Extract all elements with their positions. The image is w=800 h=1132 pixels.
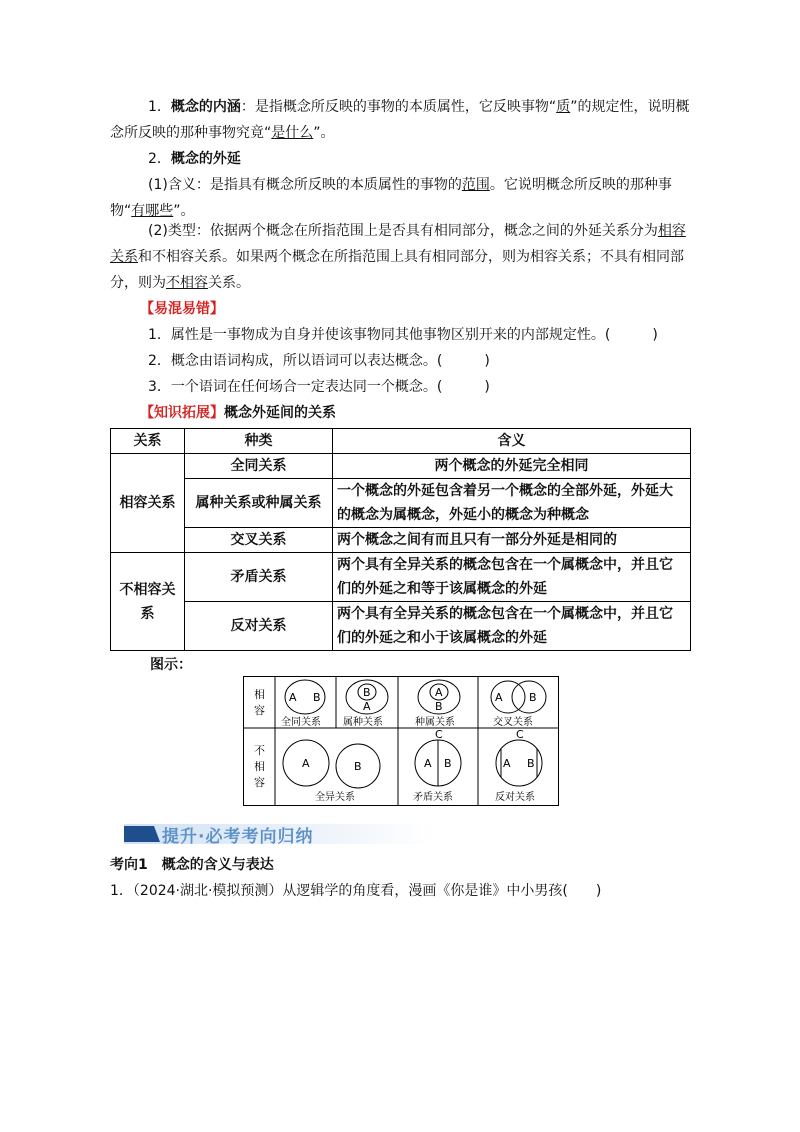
svg-text:B: B bbox=[363, 686, 371, 699]
underlined-answer: 相容关系 bbox=[110, 223, 686, 265]
direction-heading: 考向1 概念的含义与表达 bbox=[110, 857, 274, 873]
row-label: 相 bbox=[254, 688, 265, 701]
caption-species-genus: 种属关系 bbox=[415, 717, 455, 728]
extension-label: 概念的外延 bbox=[170, 151, 241, 167]
svg-text:B: B bbox=[529, 691, 537, 704]
svg-text:A: A bbox=[363, 700, 371, 713]
svg-text:A: A bbox=[495, 691, 503, 704]
row-label: 不 bbox=[254, 744, 265, 757]
table-row: 反对关系 两个具有全异关系的概念包含在一个属概念中，并且它们的外延之和小于该属概念的外延 bbox=[111, 602, 691, 651]
intension-paragraph: 1．概念的内涵：是指概念所反映的事物的本质属性，它反映事物“质”的规定性，说明概念所反映的那种事物究竟“是什么”。 bbox=[110, 99, 690, 141]
venn-diagram bbox=[243, 676, 559, 806]
caption-disjoint: 全异关系 bbox=[315, 792, 355, 803]
knowledge-title: 【知识拓展】概念外延间的关系 bbox=[140, 405, 336, 421]
underlined-answer: 有哪些 bbox=[131, 203, 174, 219]
underlined-answer: 不相容 bbox=[166, 275, 208, 291]
svg-text:A: A bbox=[302, 757, 310, 770]
intension-label: 概念的内涵 bbox=[170, 99, 241, 115]
row-label: 容 bbox=[254, 776, 265, 789]
svg-text:A: A bbox=[503, 757, 511, 770]
extension-meaning: (1)含义：是指具有概念所反映的本质属性的事物的范围。它说明概念所反映的那种事物“有哪些”。 bbox=[110, 177, 672, 219]
svg-text:B: B bbox=[313, 691, 321, 704]
question-1: 1．（2024·湖北·模拟预测）从逻辑学的角度看，漫画《你是谁》中小男孩( ) bbox=[110, 883, 602, 899]
caption-identity: 全同关系 bbox=[281, 717, 321, 728]
svg-text:A: A bbox=[289, 691, 297, 704]
table-row: 不相容关 系 矛盾关系 两个具有全异关系的概念包含在一个属概念中，并且它们的外延之和等于该属概念的外延 bbox=[111, 553, 691, 602]
group-cell: 相容关系 bbox=[111, 454, 185, 553]
underlined-answer: 范围 bbox=[461, 177, 490, 193]
group-cell: 不相容关 系 bbox=[111, 553, 185, 651]
relations-table bbox=[110, 428, 691, 651]
table-row: 属种关系或种属关系 一个概念的外延包含着另一个概念的全部外延，外延大的概念为属概念，外延小的概念为种概念 bbox=[111, 479, 691, 528]
svg-text:B: B bbox=[527, 757, 535, 770]
table-row: 相容关系 全同关系 两个概念的外延完全相同 bbox=[111, 454, 691, 479]
caption-contradiction: 矛盾关系 bbox=[413, 792, 453, 803]
caption-cross: 交叉关系 bbox=[493, 717, 533, 728]
row-label: 相 bbox=[254, 760, 265, 773]
diagram-label: 图示： bbox=[150, 657, 192, 673]
svg-text:A: A bbox=[435, 686, 443, 699]
confusion-item: 1．属性是一事物成为自身并使该事物同其他事物区别开来的内部规定性。( ) bbox=[148, 327, 658, 343]
underlined-answer: 质 bbox=[556, 99, 571, 115]
caption-genus-species: 属种关系 bbox=[343, 717, 383, 728]
svg-text:A: A bbox=[424, 757, 432, 770]
caption-contrary: 反对关系 bbox=[495, 792, 535, 803]
svg-text:B: B bbox=[444, 757, 452, 770]
row-label: 容 bbox=[254, 704, 265, 717]
underlined-answer: 是什么 bbox=[271, 125, 314, 141]
confusion-title: 【易混易错】 bbox=[140, 301, 224, 317]
svg-text:B: B bbox=[435, 700, 443, 713]
svg-text:C: C bbox=[435, 728, 443, 741]
table-header-row: 关系 种类 含义 bbox=[111, 429, 691, 454]
item-number: 1． bbox=[148, 99, 171, 115]
table-row: 交叉关系 两个概念之间有而且只有一部分外延是相同的 bbox=[111, 528, 691, 553]
svg-text:C: C bbox=[516, 728, 524, 741]
svg-text:B: B bbox=[354, 760, 362, 773]
confusion-item: 2．概念由语词构成，所以语词可以表达概念。( ) bbox=[148, 353, 490, 369]
extension-types: (2)类型：依据两个概念在所指范围上是否具有相同部分，概念之间的外延关系分为相容关系和不相容关系。如果两个概念在所指范围上具有相同部分，则为相容关系；不具有相同部分，则为不相容关系。 bbox=[110, 223, 686, 291]
confusion-item: 3．一个语词在任何场合一定表达同一个概念。( ) bbox=[148, 379, 490, 395]
extension-heading: 2．概念的外延 bbox=[148, 151, 241, 167]
section-banner-title: 提升·必考考向归纳 bbox=[162, 827, 314, 847]
